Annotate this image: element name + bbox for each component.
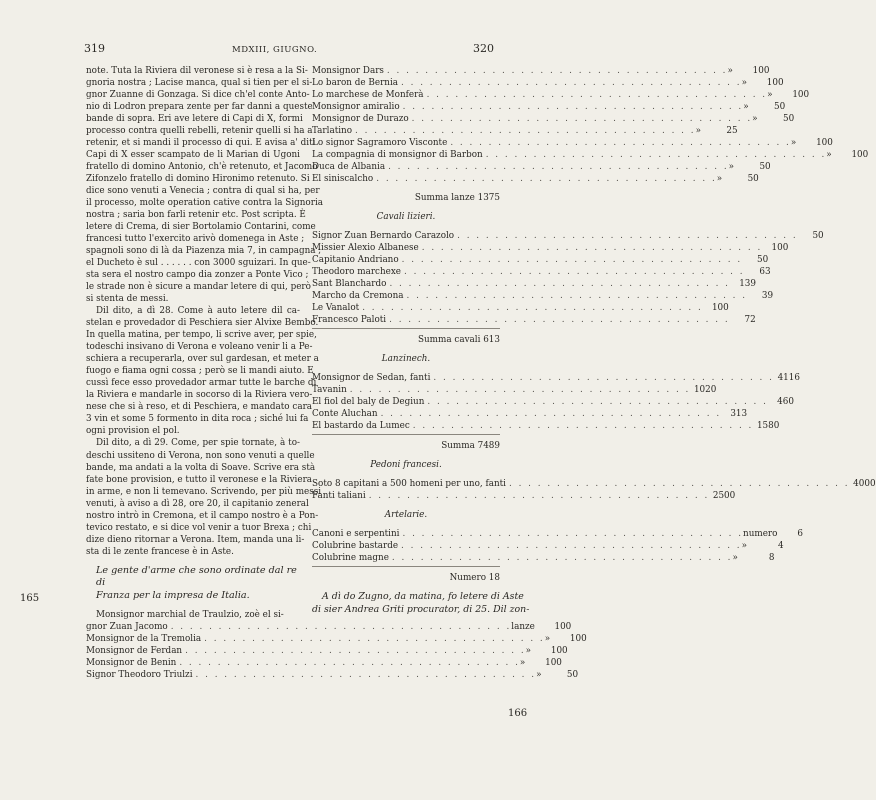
entry-value: 63 [759,267,771,278]
right-column [312,65,876,616]
section-title: Artelarie. [384,510,428,521]
entry-value: 50 [782,114,795,125]
entry-name: Duca de Albania [312,162,386,173]
leader-dots: . . . . . . . . . . . . . . . . . . . . . . . . . . . . . . . . . . . . [368,491,710,502]
list-row [312,478,876,490]
entry-value: 50 [566,670,579,681]
leader-dots: . . . . . . . . . . . . . . . . . . . . . . . . . . . . . . . . . . . . [485,150,827,161]
rule [312,434,500,435]
entry-name: Sant Blanchardo [312,279,387,290]
list-row [312,161,771,173]
entry-value: 100 [792,90,810,101]
list-row [312,254,769,266]
leader-dots: . . . . . . . . . . . . . . . . . . . . . . . . . . . . . . . . . . . . [406,291,748,302]
list-row [312,314,756,326]
text-line: francesi tutto l'exercito arivò domenega in Aste ; [86,234,305,245]
text-line: retenir, et si mandi il processo di qui. E avisa a' diti [86,138,316,149]
paragraph-2 [86,305,319,437]
entry-value: 100 [851,150,869,161]
text-line: dize dieno ritornar a Verona. Item, manda una li- [86,534,305,545]
entry-name: El bastardo da Lumec [312,421,410,432]
title-line: Le gente d'arme che sono ordinate dal re di [96,564,297,589]
entry-name: Colubrine magne [312,553,389,564]
section-title: Pedoni francesi. [370,460,442,471]
text-line: 3 vin et some 5 formento in dita roca ; siché lui fa [86,414,309,425]
text-line: fate bone provision, e tutto il veronese e la Riviera [86,474,313,485]
leader-dots: . . . . . . . . . . . . . . . . . . . . . . . . . . . . . . . . . . . . [411,114,753,125]
paragraph-1 [86,65,323,305]
spacer [312,584,500,591]
leader-dots: . . . . . . . . . . . . . . . . . . . . . . . . . . . . . . . . . . . . [195,670,537,681]
list-row [312,372,800,384]
entry-unit: » [728,162,735,173]
leader-dots: . . . . . . . . . . . . . . . . . . . . . . . . . . . . . . . . . . . . [349,385,691,396]
entry-unit: » [826,150,832,161]
text-line: Dil dito, a dì 29. Come, per spie tornate, à to- [96,438,300,449]
entry-name: Monsignor de Sedan, fanti [312,373,431,384]
list-row [312,266,771,278]
entry-value: 313 [730,409,748,420]
entry-name: Francesco Paloti [312,315,387,326]
list-row [312,113,795,125]
entry-name: gnor Zuan Jacomo [86,622,168,633]
spacer [312,502,500,509]
running-header: MDXIII, GIUGNO. [232,45,318,55]
entry-value: 100 [711,303,729,314]
leader-dots: . . . . . . . . . . . . . . . . . . . . . . . . . . . . . . . . . . . . [457,231,798,242]
leader-dots: . . . . . . . . . . . . . . . . . . . . . . . . . . . . . . . . . . . . [509,479,850,490]
list-row [312,384,717,396]
text-line: gnoria nostra ; Lacise manca, qual si tien per el si- [86,78,313,89]
leader-dots: . . . . . . . . . . . . . . . . . . . . . . . . . . . . . . . . . . . . [433,373,774,384]
list-row [312,65,770,77]
leader-dots: . . . . . . . . . . . . . . . . . . . . . . . . . . . . . . . . . . . . [386,66,728,76]
leader-dots: . . . . . . . . . . . . . . . . . . . . . . . . . . . . . . . . . . . . [389,279,730,290]
entry-value: 6 [797,529,804,540]
list-row [312,125,738,137]
entry-unit: » [767,90,773,101]
sum-line: Summa lanze 1375 [414,193,500,204]
entry-unit: » [741,78,747,89]
entry-name: Canoni e serpentini [312,529,400,540]
entry-value: 72 [744,315,756,326]
entry-value: 1580 [756,421,780,432]
entry-value: 4 [777,541,784,552]
entry-name: Lo marchese de Monferà [312,90,424,101]
entry-value: 1020 [693,385,717,396]
entry-name: Conte Aluchan [312,409,378,420]
entry-name: La compagnia di monsignor di Barbon [312,150,483,161]
text-line: nese che si à reso, et di Peschiera, e mandato cara [86,402,313,413]
list-row [312,540,784,552]
margin-number-right: 166 [508,708,528,719]
list-row [312,528,804,540]
list-row [312,290,774,302]
entry-name: Fanti taliani [312,491,366,502]
text-line: bande, ma andati a la volta di Soave. Scrive era stà [86,462,316,473]
leader-dots: . . . . . . . . . . . . . . . . . . . . . . . . . . . . . . . . . . . . [389,315,730,326]
entry-name: El fiol del baly de Degiun [312,397,425,408]
entry-name: Tarlatino [312,126,353,137]
entry-value: 100 [554,622,572,633]
page-number-left: 319 [84,42,105,55]
entry-name: Signor Zuan Bernardo Carazolo [312,231,455,242]
entry-value: 39 [761,291,774,302]
leader-dots: . . . . . . . . . . . . . . . . . . . . . . . . . . . . . . . . . . . . [391,553,733,564]
text-line: processo contra quelli rebelli, retenir quelli si ha a [86,126,313,137]
entry-value: 50 [812,231,824,242]
spacer [312,452,500,459]
leader-dots: . . . . . . . . . . . . . . . . . . . . . . . . . . . . . . . . . . . . [450,138,791,149]
leader-dots: . . . . . . . . . . . . . . . . . . . . . . . . . . . . . . . . . . . . [402,529,744,540]
text-line: in arme, e non li temevano. Scrivendo, per più messi [86,486,322,497]
list-row [312,408,748,420]
leader-dots: . . . . . . . . . . . . . . . . . . . . . . . . . . . . . . . . . . . . [355,126,696,137]
title-line: Franza per la impresa de Italia. [96,589,250,601]
closing-text [312,591,530,616]
leader-dots: . . . . . . . . . . . . . . . . . . . . . . . . . . . . . . . . . . . . [388,162,729,173]
text-line: dice sono venuti a Venecia ; contra di qual si ha, per [86,186,320,197]
entry-unit: lanze [511,622,535,633]
entry-value: 2500 [712,491,736,502]
text-line: deschi ussiteno di Verona, non sono venuti a quelle [86,450,315,461]
leader-dots: . . . . . . . . . . . . . . . . . . . . . . . . . . . . . . . . . . . . [421,243,763,254]
entry-value: 100 [545,658,562,669]
text-line: sta di le zente francese è in Aste. [86,546,234,557]
entry-name: Monsignor de Ferdan [86,646,183,657]
entry-name: Monsignor Dars [312,66,384,76]
text-line: cussì fece esso provedador armar tutte le barche di [86,378,317,389]
entry-value: 50 [747,174,759,185]
list-row [312,302,729,314]
entry-value: 50 [759,162,771,173]
entry-value: 460 [777,397,794,408]
text-line: gnor Zuanne di Gonzaga. Si dice ch'el conte Anto- [86,90,310,101]
text-line: Zifonzelo fratello di domino Hironimo retenuto. Si [86,174,310,185]
margin-number-left: 165 [20,593,40,604]
list-row [86,669,579,681]
entry-name: Monsignor de Benin [86,658,177,669]
entry-value: 50 [774,102,786,113]
entry-value: 8 [768,553,775,564]
entry-unit: » [752,114,758,125]
entry-name: Lo baron de Bernia [312,78,399,89]
list-row [312,101,786,113]
leader-dots: . . . . . . . . . . . . . . . . . . . . . . . . . . . . . . . . . . . . [179,658,520,669]
sum-line: Summa 7489 [441,441,500,452]
list-row [86,645,568,657]
list-row [312,396,794,408]
entry-name: Marcho da Cremona [312,291,404,302]
text-line: fratello di domino Antonio, ch'è retenuto, et Jacomo [86,162,318,173]
list-row [312,173,759,185]
text-line: di sier Andrea Griti procurator, di 25. Dil zon- [312,603,530,615]
section-title: Cavali lizieri. [376,212,436,223]
leader-dots: . . . . . . . . . . . . . . . . . . . . . . . . . . . . . . . . . . . . [402,102,744,113]
spacer [312,223,500,230]
entry-value: 100 [550,646,568,657]
leader-dots: . . . . . . . . . . . . . . . . . . . . . . . . . . . . . . . . . . . . [427,397,768,408]
text-line: Capi di X esser scampato de li Marian di Ugoni [86,150,300,161]
list-row [312,552,775,564]
entry-unit: » [525,646,532,657]
leader-dots: . . . . . . . . . . . . . . . . . . . . . . . . . . . . . . . . . . . . [401,78,742,89]
list-row [86,621,572,633]
entry-name: Capitanio Andriano [312,255,399,266]
text-line: schiera a recuperarla, over sul gardesan, et meter a [86,354,319,365]
paragraph-3 [86,437,322,557]
leader-dots: . . . . . . . . . . . . . . . . . . . . . . . . . . . . . . . . . . . . [401,255,743,266]
spacer [312,185,500,192]
entry-name: Lo signor Sagramoro Visconte [312,138,448,149]
list-row [312,490,736,502]
text-line: il processo, molte operation cative contra la Signoria [86,198,323,209]
entry-unit: » [732,553,738,564]
text-line: Dil dito, a dì 28. Come à auto letere dil ca- [96,306,300,317]
list-row [312,149,869,161]
entry-unit: » [519,658,526,669]
text-line: tevico restato, e si dice vol venir a tuor Brexa ; chi [86,522,312,533]
spacer [312,521,500,528]
entry-name: Missier Alexio Albanese [312,243,419,254]
entry-unit: numero [743,529,778,540]
entry-name: Le Vanalot [312,303,360,314]
entry-value: 100 [569,634,587,645]
rule [312,566,500,567]
text-line: todeschi insivano di Verona e voleano venir li a Pe- [86,342,313,353]
text-line: letere di Crema, di sier Bortolamio Contarini, come [86,222,316,233]
entry-name: Tavanin [312,385,347,396]
leader-dots: . . . . . . . . . . . . . . . . . . . . . . . . . . . . . . . . . . . . [380,409,722,420]
spacer [86,558,300,565]
spacer [86,602,300,609]
list-row [312,89,810,101]
spacer [312,346,500,353]
leader-dots: . . . . . . . . . . . . . . . . . . . . . . . . . . . . . . . . . . . . [412,421,754,432]
entry-name: Monsignor amiralio [312,102,400,113]
entry-name: Monsignor de Durazo [312,114,409,125]
text-line: bande di sopra. Eri ave letere di Capi di X, formi [86,114,303,125]
text-line: el Ducheto è sul . . . . . . con 3000 sguizari. In que- [86,258,311,269]
text-line: spagnoli sono di là da Piazenza mia 7, in campagna ; [86,246,322,257]
leader-dots: . . . . . . . . . . . . . . . . . . . . . . . . . . . . . . . . . . . . [185,646,526,657]
entry-name: Colubrine bastarde [312,541,399,552]
text-line: ogni provision el pol. [86,426,180,437]
list-row [312,230,824,242]
list-row [86,633,587,645]
entry-value: 100 [766,78,784,89]
list-row [312,420,780,432]
entry-value: 25 [726,126,738,137]
text-line: nostra ; saria bon farli retenir etc. Post scripta. È [86,210,306,221]
entry-name: El siniscalcho [312,174,374,185]
text-line: A dì do Zugno, da matina, fo letere di Aste [322,591,524,603]
text-line: si stenta de messi. [86,294,169,305]
entry-value: 100 [752,66,770,76]
leader-dots: . . . . . . . . . . . . . . . . . . . . . . . . . . . . . . . . . . . . [426,90,768,101]
list-row [312,77,784,89]
text-line: la Riviera e mandarle in socorso di la Riviera vero- [86,390,313,401]
spacer [312,365,500,372]
entry-unit: » [544,634,551,645]
entry-unit: » [727,66,733,76]
entry-unit: » [536,670,542,681]
sum-line: Summa cavali 613 [417,335,500,346]
entry-unit: » [716,174,723,185]
leader-dots: . . . . . . . . . . . . . . . . . . . . . . . . . . . . . . . . . . . . [401,541,742,552]
text-line: note. Tuta la Riviera dil veronese si è resa a la Si- [86,66,308,76]
text-line: Monsignor marchial de Traulzio, zoè el si- [96,610,284,621]
page-number-right: 320 [473,42,494,55]
entry-name: Monsignor de la Tremolia [86,634,202,645]
entry-value: 100 [816,138,833,149]
entry-name: Soto 8 capitani a 500 homeni per uno, fanti [312,479,506,490]
leader-dots: . . . . . . . . . . . . . . . . . . . . . . . . . . . . . . . . . . . . [204,634,545,645]
text-line: stelan e provedador di Peschiera sier Alvixe Bembo. [86,318,319,329]
entry-value: 139 [739,279,756,290]
text-line: fuogo e fiama ogni cossa ; però se li mandi aiuto. E [86,366,314,377]
text-line: nio di Lodron prepara zente per far danni a queste [86,102,313,113]
text-line: sta sera el nostro campo dia zonzer a Ponte Vico ; [86,270,309,281]
section-title: Lanzinech. [381,354,431,365]
leader-dots: . . . . . . . . . . . . . . . . . . . . . . . . . . . . . . . . . . . . [376,174,717,185]
list-title [86,565,300,603]
spacer [312,204,500,211]
entry-value: 100 [771,243,789,254]
entry-name: Theodoro marchexe [312,267,402,278]
entry-unit: » [790,138,797,149]
entry-value: 4116 [777,373,800,384]
text-line: nostro intrò in Cremona, et il campo nostro è a Pon- [86,510,319,521]
entry-unit: » [743,102,749,113]
list-row [86,657,562,669]
leader-dots: . . . . . . . . . . . . . . . . . . . . . . . . . . . . . . . . . . . . [362,303,703,314]
list-row [312,137,833,149]
list-row [312,278,756,290]
text-line: In quella matina, per tempo, li scrive aver, per spie, [86,330,317,341]
sum-line: Numero 18 [449,573,500,584]
list-row [312,242,789,254]
entry-unit: » [741,541,747,552]
text-line: venuti, à aviso a dì 28, ore 20, il capitanio zeneral [86,498,309,509]
entry-value: 50 [757,255,769,266]
spacer [312,471,500,478]
leader-dots: . . . . . . . . . . . . . . . . . . . . . . . . . . . . . . . . . . . . [404,267,745,278]
text-line: le strade non è sicure a mandar letere di qui, però [86,282,311,293]
entry-unit: » [695,126,701,137]
entry-name: Signor Theodoro Triulzi [86,670,193,681]
rule [312,328,500,329]
entry-value: 4000 [853,479,876,490]
leader-dots: . . . . . . . . . . . . . . . . . . . . . . . . . . . . . . . . . . . . [170,622,512,633]
